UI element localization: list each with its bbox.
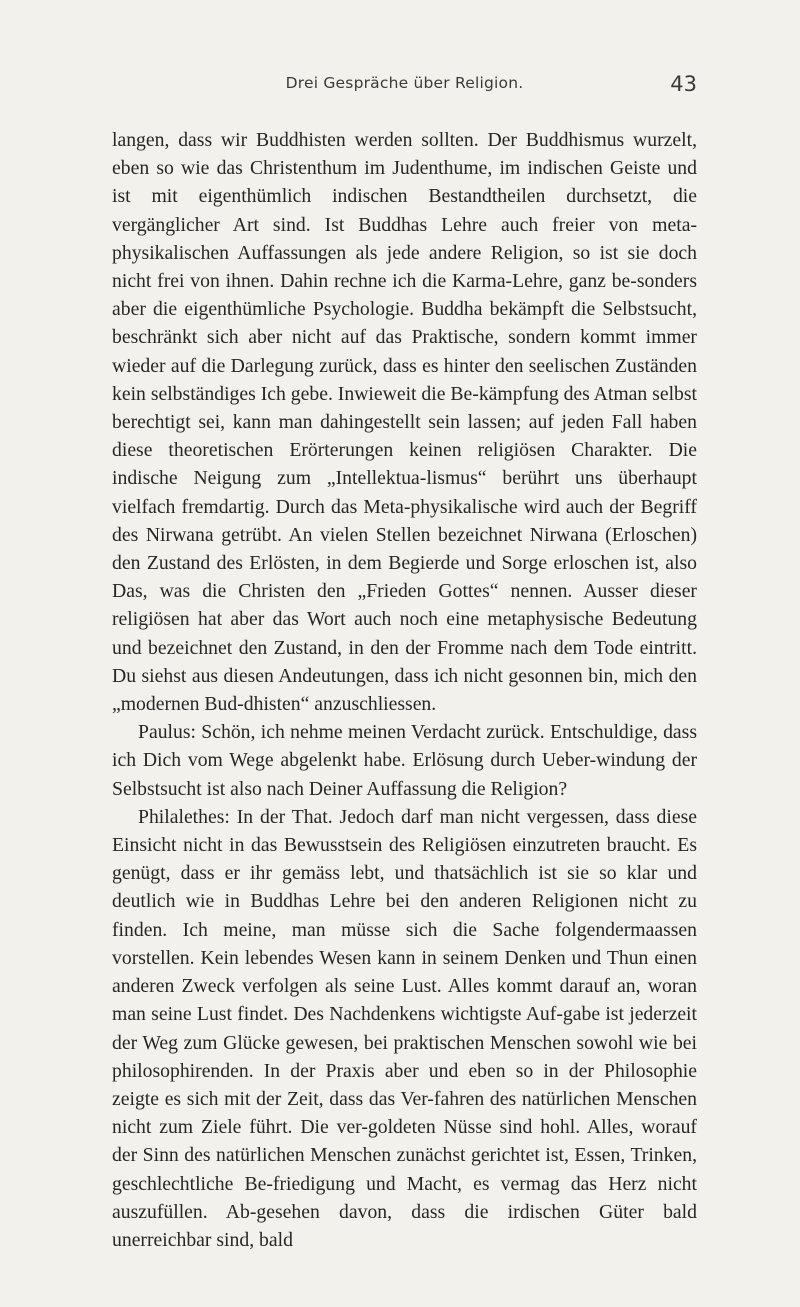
paragraph-paulus: Paulus: Schön, ich nehme meinen Verdacht zurück. Entschuldige, dass ich Dich vom Wege abgelenkt habe. Erlösung durch Ueber-windung der Selbstsucht ist also nach Deiner Auffassung die Religion? — [112, 721, 697, 800]
running-header — [112, 74, 697, 102]
paragraph-philalethes: Philalethes: In der That. Jedoch darf man nicht vergessen, dass diese Einsicht nicht in das Bewusstsein des Religiösen einzutreten braucht. Es genügt, dass er ihr gemäss lebt, und thatsächlich ist sie so klar und deutlich wie in Buddhas Lehre bei den anderen Religionen nicht zu finden. Ich meine, man müsse sich die Sache folgendermaassen vorstellen. Kein lebendes Wesen kann in seinem Denken und Thun einen anderen Zweck verfolgen als seine Lust. Alles kommt darauf an, woran man seine Lust findet. Des Nachdenkens wichtigste Auf-gabe ist jederzeit der Weg zum Glücke gewesen, bei praktischen Menschen sowohl wie bei philosophirenden. In der Praxis aber und eben so in der Philosophie zeigte es sich mit der Zeit, dass das Ver-fahren des natürlichen Menschen nicht zum Ziele führt. Die ver-goldeten Nüsse sind hohl. Alles, worauf der Sinn des natürlichen Menschen zunächst gerichtet ist, Essen, Trinken, geschlechtliche Be-friedigung und Macht, es vermag das Herz nicht auszufüllen. Ab-gesehen davon, dass die irdischen Güter bald unerreichbar sind, bald — [112, 805, 697, 1251]
paragraph-continuation: langen, dass wir Buddhisten werden sollten. Der Buddhismus wurzelt, eben so wie das Christenthum im Judenthume, im indischen Geiste und ist mit eigenthümlich indischen Bestandtheilen durchsetzt, die vergänglicher Art sind. Ist Buddhas Lehre auch freier von meta-physikalischen Auffassungen als jede andere Religion, so ist sie doch nicht frei von ihnen. Dahin rechne ich die Karma-Lehre, ganz be-sonders aber die eigenthümliche Psychologie. Buddha bekämpft die Selbstsucht, beschränkt sich aber nicht auf das Praktische, sondern kommt immer wieder auf die Darlegung zurück, dass es hinter den seelischen Zuständen kein selbständiges Ich gebe. Inwieweit die Be-kämpfung des Atman selbst berechtigt sei, kann man dahingestellt sein lassen; auf jeden Fall haben diese theoretischen Erörterungen keinen religiösen Charakter. Die indische Neigung zum „Intellektua-lismus“ berührt uns überhaupt vielfach fremdartig. Durch das Meta-physikalische wird auch der Begriff des Nirwana getrübt. An vielen Stellen bezeichnet Nirwana (Erloschen) den Zustand des Erlösten, in dem Begierde und Sorge erloschen ist, also Das, was die Christen den „Frieden Gottes“ nennen. Ausser dieser religiösen hat aber das Wort auch noch eine metaphysische Bedeutung und bezeichnet den Zustand, in den der Fromme nach dem Tode eintritt. Du siehst aus diesen Andeutungen, dass ich nicht gesonnen bin, mich den „modernen Bud-dhisten“ anzuschliessen. — [112, 129, 698, 716]
running-title: Drei Gespräche über Religion. — [285, 74, 524, 92]
page-number: 43 — [670, 72, 697, 96]
body-text — [112, 126, 697, 1254]
